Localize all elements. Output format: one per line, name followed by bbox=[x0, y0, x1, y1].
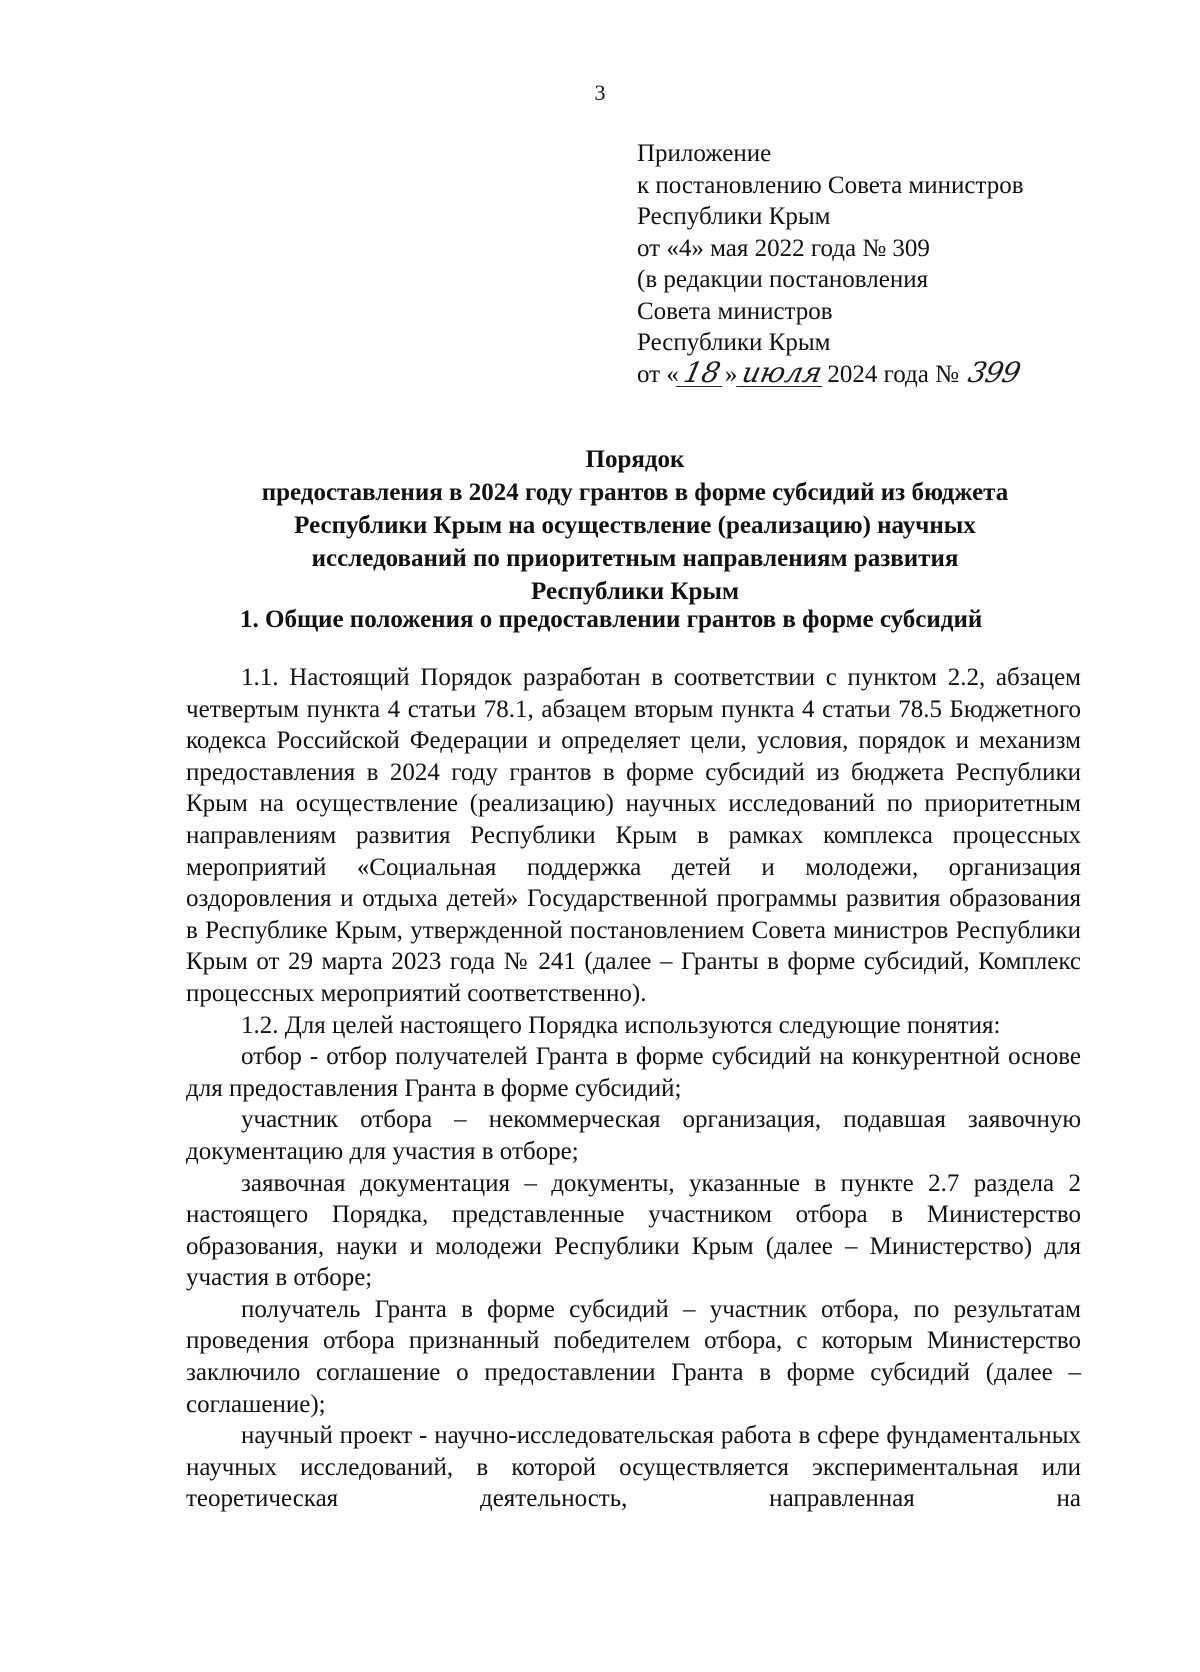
title-line: Республики Крым bbox=[531, 578, 739, 605]
appendix-line: Республики Крым bbox=[637, 203, 831, 230]
paragraph: отбор - отбор получателей Гранта в форме субсидий на конкурентной основе для предоставления Гранта в форме субсидий; bbox=[186, 1043, 1081, 1102]
date-suffix: 2024 года № bbox=[827, 360, 959, 388]
date-mid: » bbox=[724, 360, 738, 388]
date-prefix: от « bbox=[637, 360, 679, 388]
handwritten-month: июля bbox=[736, 360, 828, 387]
paragraph: 1.2. Для целей настоящего Порядка используются следующие понятия: bbox=[241, 1011, 1001, 1039]
appendix-line: (в редакции постановления bbox=[637, 266, 929, 293]
appendix-line: Республики Крым bbox=[637, 329, 831, 356]
title-line: Республики Крым на осуществление (реализацию) научных bbox=[294, 512, 976, 539]
title-line: исследований по приоритетным направлениям развития bbox=[311, 545, 959, 572]
appendix-line: к постановлению Совета министров bbox=[637, 171, 1024, 199]
appendix-line: Приложение bbox=[637, 140, 772, 167]
title-line: предоставления в 2024 году грантов в форме субсидий из бюджета bbox=[261, 479, 1009, 506]
section-heading: 1. Общие положения о предоставлении грантов в форме субсидий bbox=[240, 606, 983, 633]
paragraph: получатель Гранта в форме субсидий – участник отбора, по результатам проведения отбора признанный победителем отбора, с которым Министерство заключило соглашение о предоставлении Гранта в форме субсидий (далее – соглашение); bbox=[186, 1295, 1081, 1418]
paragraph: участник отбора – некоммерческая организация, подавшая заявочную документацию для участия в отборе; bbox=[186, 1106, 1081, 1165]
paragraph: 1.1. Настоящий Порядок разработан в соответствии с пунктом 2.2, абзацем четвертым пункта 4 статьи 78.1, абзацем вторым пункта 4 статьи 78.5 Бюджетного кодекса Российской Федерации и определяет цели, условия, порядок и механизм предоставления в 2024 году грантов в форме субсидий из бюджета Республики Крым на осуществление (реализацию) научных исследований по приоритетным направлениям развития Республики Крым в рамках комплекса процессных мероприятий «Социальная поддержка детей и молодежи, организация оздоровления и отдыха детей» Государственной программы развития образования в Республике Крым, утвержденной постановлением Совета министров Республики Крым от 29 марта 2023 года № 241 (далее – Гранты в форме субсидий, Комплекс процессных мероприятий соответственно). bbox=[186, 664, 1081, 1007]
body-text bbox=[186, 662, 1081, 1515]
appendix-block bbox=[637, 138, 1117, 390]
page-number: 3 bbox=[594, 80, 606, 105]
title-line: Порядок bbox=[585, 446, 685, 473]
handwritten-day: 18 bbox=[676, 360, 728, 387]
appendix-line: от «4» мая 2022 года № 309 bbox=[637, 234, 930, 262]
paragraph: заявочная документация – документы, указанные в пункте 2.7 раздела 2 настоящего Порядка, представленные участником отбора в Министерство образования, науки и молодежи Республики Крым (далее – Министерство) для участия в отборе; bbox=[186, 1169, 1081, 1292]
paragraph: научный проект - научно-исследовательская работа в сфере фундаментальных научных исследований, в которой осуществляется экспериментальная или теоретическая деятельность, направленная на bbox=[186, 1422, 1081, 1513]
amendment-date-line bbox=[637, 355, 1117, 391]
document-title bbox=[185, 443, 1085, 608]
appendix-line: Совета министров bbox=[637, 297, 833, 325]
handwritten-number: 399 bbox=[965, 355, 1024, 389]
